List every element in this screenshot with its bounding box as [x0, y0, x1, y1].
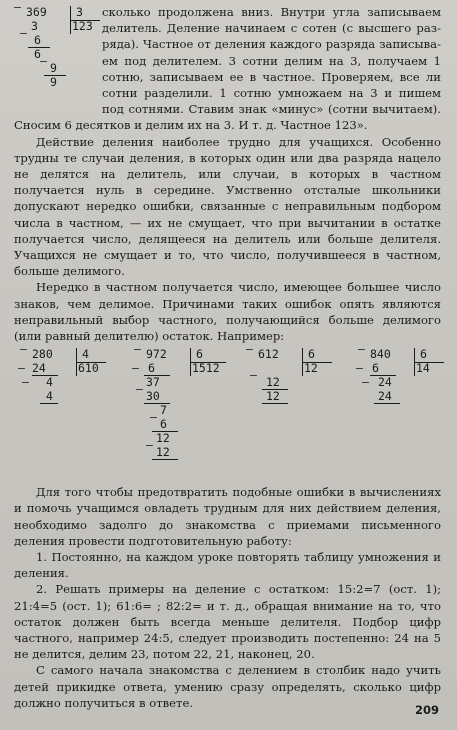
- page-text: [14, 4, 441, 711]
- step-value: 6: [148, 361, 155, 376]
- step-value: 37: [146, 375, 160, 390]
- minus-sign: –: [358, 342, 365, 357]
- minus-sign: –: [146, 438, 153, 453]
- step-value: 6: [160, 417, 167, 432]
- minus-sign: –: [250, 368, 257, 383]
- paragraph-quotient-digits: Нередко в частном получается число, имеющее большее число знаков, чем делимое. Причинами таких ошибок опять являются неправильный выбор частного, получающийся больше делимого (или равный делителю) остаток. Например:: [14, 280, 441, 343]
- step-value: 7: [160, 403, 167, 418]
- step-value: 12: [266, 375, 280, 390]
- divisor: 3: [76, 5, 83, 19]
- minus-sign: –: [14, 0, 21, 14]
- subtraction-line: [144, 375, 170, 376]
- list-item-2: 2. Решать примеры на деление с остатком: 15:2=7 (ост. 1); 21:4=5 (ост. 1); 61:6= ; 82:2= и т. д., обращая внимание на то, что остаток должен быть всегда меньше делителя. Подбор цифр частного, например 24:5, следует производить постепенно: 24 на 5 не делится, делим 23, потом 22, 21, наконец, 20.: [14, 582, 441, 662]
- step-value: 12: [156, 431, 170, 446]
- subtraction-line: [370, 375, 396, 376]
- quotient-line: [190, 362, 226, 363]
- minus-sign: –: [20, 342, 27, 357]
- minus-sign: –: [18, 361, 25, 376]
- divisor: 4: [82, 347, 89, 362]
- page-number: 209: [414, 703, 439, 717]
- dividend: 840: [370, 347, 391, 362]
- divisor: 6: [308, 347, 315, 362]
- minus-sign: –: [356, 361, 363, 376]
- text-line: сотню, записываем ее в частное. Проверяем, все ли: [102, 69, 441, 84]
- text-line: ем под делителем. 3 сотни делим на 3, получаем 1: [102, 53, 441, 68]
- text-line: сколько продолжена вниз. Внутри угла записываем: [102, 5, 441, 19]
- quotient-line: [414, 362, 444, 363]
- subtraction-line: [144, 403, 170, 404]
- divisor: 6: [196, 347, 203, 362]
- paragraph-estimation: С самого начала знакомства с делением в столбик надо учить детей прикидке ответа, умению сразу определять, сколько цифр должно получиться в ответе.: [14, 663, 441, 710]
- step-value: 4: [46, 389, 53, 404]
- text-line: под сотнями. Ставим знак «минус» (сотни вычитаем).: [102, 102, 441, 117]
- text-line: сотни разделили. 1 сотню умножаем на 3 и пишем: [102, 85, 441, 100]
- step-value: 6: [34, 47, 41, 61]
- minus-sign: –: [362, 375, 369, 390]
- step-value: 24: [378, 389, 392, 404]
- dividend: 972: [146, 347, 167, 362]
- quotient-line: [76, 362, 106, 363]
- error-examples: [14, 342, 441, 484]
- subtraction-line: [374, 403, 400, 404]
- list-item-1: 1. Постоянно, на каждом уроке повторять таблицу умножения и деления.: [14, 549, 441, 581]
- subtraction-line: [152, 459, 178, 460]
- subtraction-line: [262, 403, 288, 404]
- subtraction-line: [262, 389, 288, 390]
- minus-sign: –: [134, 342, 141, 357]
- quotient: 610: [78, 361, 99, 376]
- step-value: 9: [50, 61, 57, 75]
- quotient: 12: [304, 361, 318, 376]
- text-line: ряда). Частное от деления каждого разряда записыва-: [102, 37, 441, 52]
- step-value: 24: [32, 361, 46, 376]
- intro-wrapped-text: [102, 4, 441, 117]
- step-value: 12: [156, 445, 170, 460]
- subtraction-line: [32, 375, 58, 376]
- minus-sign: –: [22, 375, 29, 390]
- subtraction-line: [40, 403, 58, 404]
- minus-sign: –: [132, 361, 139, 376]
- step-value: 30: [146, 389, 160, 404]
- step-value: 3: [31, 19, 38, 33]
- quotient-line: [302, 362, 332, 363]
- step-value: 9: [50, 75, 57, 89]
- divisor: 6: [420, 347, 427, 362]
- dividend: 369: [26, 5, 47, 19]
- minus-sign: –: [246, 342, 253, 357]
- step-value: 6: [372, 361, 379, 376]
- step-value: 6: [34, 33, 41, 47]
- quotient: 1512: [192, 361, 220, 376]
- minus-sign: –: [136, 382, 143, 397]
- step-value: 24: [378, 375, 392, 390]
- minus-sign: –: [150, 410, 157, 425]
- subtraction-line: [152, 431, 178, 432]
- dividend: 280: [32, 347, 53, 362]
- quotient: 14: [416, 361, 430, 376]
- quotient: 123: [72, 19, 93, 33]
- text-line: делитель. Деление начинаем с сотен (с высшего раз-: [102, 21, 441, 36]
- minus-sign: –: [20, 26, 27, 40]
- paragraph-preparation: Для того чтобы предотвратить подобные ошибки в вычислениях и помочь учащимся овладеть трудным для них действием деления, необходимо задолго до знакомства с приемами письменного деления провести подготовительную работу:: [14, 485, 441, 548]
- paragraph-errors: Действие деления наиболее трудно для учащихся. Особенно трудны те случаи деления, в которых один или два разряда нацело не делятся на делитель, или случаи, в которых в частном получается нуль в середине. Умственно отсталые школьники допускают нередко ошибки, связанные с неправильным подбором числа в частном, — их не смущает, что при вычитании в остатке получается число, делящееся на делитель или больше делителя. Учащихся не смущает и то, что число, получившееся в частном, больше делимого.: [14, 134, 441, 279]
- step-value: 4: [46, 375, 53, 390]
- step-value: 12: [266, 389, 280, 404]
- minus-sign: –: [40, 54, 47, 68]
- dividend: 612: [258, 347, 279, 362]
- text-line: Сносим 6 десятков и делим их на 3. И т. д. Частное 123».: [14, 118, 368, 133]
